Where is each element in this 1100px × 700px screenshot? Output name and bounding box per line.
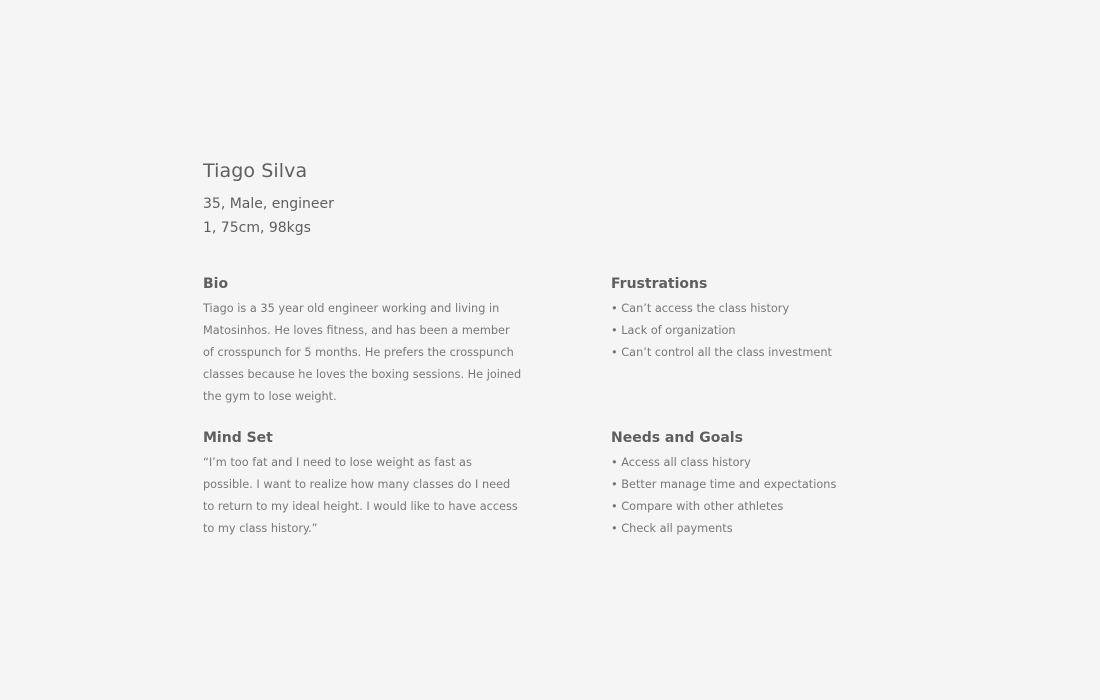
- frustration-item: • Lack of organization: [611, 320, 911, 342]
- persona-demographics: 35, Male, engineer: [203, 196, 334, 212]
- bio-section: [203, 274, 523, 408]
- need-goal-item: • Better manage time and expectations: [611, 474, 911, 496]
- bio-title: Bio: [203, 276, 229, 292]
- mindset-section: [203, 428, 523, 540]
- needs-goals-section: [611, 428, 911, 540]
- persona-measurements: 1, 75cm, 98kgs: [203, 220, 311, 236]
- mindset-quote: “I’m too fat and I need to lose weight as fast as possible. I want to realize how many classes do I need to return to my ideal height. I would like to have access to my class history.”: [203, 456, 518, 535]
- persona-header: [203, 158, 903, 240]
- frustrations-list: [611, 298, 911, 364]
- mindset-title: Mind Set: [203, 430, 273, 446]
- need-goal-item: • Compare with other athletes: [611, 496, 911, 518]
- frustrations-title: Frustrations: [611, 276, 708, 292]
- frustration-item: • Can’t access the class history: [611, 298, 911, 320]
- needs-goals-list: [611, 452, 911, 540]
- need-goal-item: • Check all payments: [611, 518, 911, 540]
- needs-goals-title: Needs and Goals: [611, 430, 743, 446]
- frustrations-section: [611, 274, 911, 364]
- need-goal-item: • Access all class history: [611, 452, 911, 474]
- frustration-item: • Can’t control all the class investment: [611, 342, 911, 364]
- persona-details: [203, 192, 903, 240]
- persona-name: Tiago Silva: [203, 160, 308, 182]
- bio-text: Tiago is a 35 year old engineer working and living in Matosinhos. He loves fitness, and has been a member of crosspunch for 5 months. He prefers the crosspunch classes because he loves the boxing sessions. He joined the gym to lose weight.: [203, 302, 522, 403]
